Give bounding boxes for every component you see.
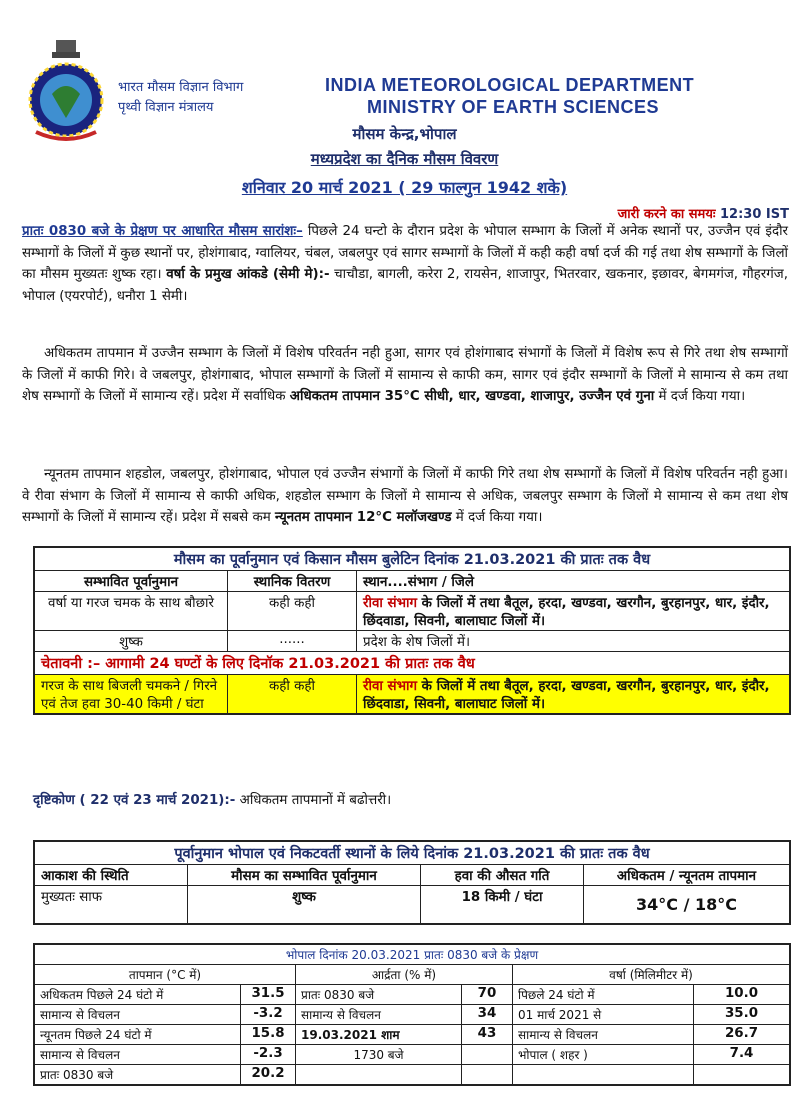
bhopal-sky-value: मुख्यतः साफ — [34, 886, 188, 924]
outlook-text: अधिकतम तापमानों में बढोत्तरी। — [235, 793, 392, 808]
obs-hum-value: 43 — [462, 1025, 513, 1045]
bhopal-wind-value: 18 किमी / घंटा — [421, 886, 584, 924]
forecast-table-title: मौसम का पूर्वानुमान एवं किसान मौसम बुलेटिन दिनांक 21.03.2021 की प्रातः तक वैध — [34, 547, 790, 571]
warning-phenomenon: गरज के साथ बिजली चमकने / गिरने एवं तेज हवा 30-40 किमी / घंटा — [34, 675, 228, 715]
bhopal-col-forecast: मौसम का सम्भावित पूर्वानुमान — [188, 865, 421, 886]
obs-hum-value — [462, 1065, 513, 1086]
obs-rain-value: 10.0 — [694, 985, 791, 1005]
min-temp-paragraph — [22, 464, 788, 529]
row2-forecast: शुष्क — [34, 631, 228, 652]
eng-dept-line2: MINISTRY OF EARTH SCIENCES — [367, 97, 660, 117]
row1-distribution: कही कही — [228, 592, 357, 631]
warning-location — [357, 675, 791, 715]
obs-header-rain: वर्षा (मिलिमीटर में) — [513, 965, 791, 985]
bhopal-forecast-title: पूर्वानुमान भोपाल एवं निकटवर्ती स्थानों के लिये दिनांक 21.03.2021 की प्रातः तक वैध — [34, 841, 790, 865]
obs-hum-label — [296, 1065, 462, 1086]
max-temp-text: अधिकतम तापमान में उज्जैन सम्भाग के जिलों में विशेष परिवर्तन नही हुआ, सागर एवं होशंगाबाद संभागों के जिलों में विशेष रूप से गिरे तथा शेष सम्भागों के जिलों में काफी गिरे। वे जबलपुर, होशंगाबाद, भोपाल सम्भागों के जिलों में सामान्य से काफी कम, सागर एवं इंदौर सम्भागों के जिलों मे सामान्य से कम तथा शेष सम्भागों के जिलों में सामान्य रहें। प्रदेश में सर्वाधिक — [22, 346, 788, 404]
obs-rain-value — [694, 1065, 791, 1086]
outlook — [33, 790, 391, 808]
row1-districts: के जिलों में तथा बैतूल, हरदा, खण्डवा, खरगौन, बुरहानपुर, धार, इंदौर, छिंदवाडा, सिवनी, बालाघाट जिलों में। — [363, 596, 770, 629]
bhopal-col-temp: अधिकतम / न्यूनतम तापमान — [584, 865, 791, 886]
obs-hum-label: प्रातः 0830 बजे — [296, 985, 462, 1005]
hindi-dept-line2: पृथ्वी विज्ञान मंत्रालय — [118, 100, 214, 115]
summary-heading: प्रातः 0830 बजे के प्रेक्षण पर आधारित मौसम सारांशः– — [22, 224, 303, 239]
obs-temp-value: -3.2 — [241, 1005, 296, 1025]
obs-rain-value: 26.7 — [694, 1025, 791, 1045]
obs-rain-label: 01 मार्च 2021 से — [513, 1005, 694, 1025]
issue-time-value: 12:30 IST — [720, 207, 789, 222]
issue-time — [618, 204, 789, 222]
summary-text: पिछले 24 घन्टो के दौरान प्रदेश के भोपाल सम्भाग के जिलों में अनेक स्थानों पर, उज्जैन एवं इंदौर सम्भागों के जिलों में कुछ स्थानों पर, होशंगाबाद, ग्वालियर, चंबल, जबलपुर एवं सागर सम्भागों के जिलों में कही कही वर्षा दर्ज की गई तथा शेष सम्भागों के जिलों का मौसम मुख्यतः शुष्क रहा। — [22, 224, 789, 282]
report-title: मध्यप्रदेश का दैनिक मौसम विवरण — [310, 150, 499, 168]
bhopal-forecast-table — [33, 840, 791, 925]
obs-hum-value: 34 — [462, 1005, 513, 1025]
col-header-location: स्थान....संभाग / जिले — [357, 571, 791, 592]
table-row — [34, 985, 790, 1005]
obs-rain-label: पिछले 24 घंटो में — [513, 985, 694, 1005]
hindi-dept-line1: भारत मौसम विज्ञान विभाग — [118, 80, 244, 95]
bhopal-col-wind: हवा की औसत गति — [421, 865, 584, 886]
observation-table — [33, 943, 791, 1086]
obs-header-temp: तापमान (°C में) — [34, 965, 296, 985]
rain-text: चाचौडा, बागली, करेरा 2, रायसेन, शाजापुर, भितरवार, खकनार, इछावर, बेगमगंज, गौहरगंज, भोपाल (एयरपोर्ट), धनौरा 1 सेमी। — [22, 267, 788, 304]
row1-region: रीवा संभाग — [363, 596, 417, 611]
bhopal-temp-value: 34°C / 18°C — [584, 886, 791, 924]
warning-districts: के जिलों में तथा बैतूल, हरदा, खण्डवा, खरगौन, बुरहानपुर, धार, इंदौर, छिंदवाडा, सिवनी, बालाघाट जिलों में। — [363, 679, 770, 712]
forecast-table — [33, 546, 791, 715]
obs-hum-label: 1730 बजे — [296, 1045, 462, 1065]
table-row — [34, 1045, 790, 1065]
obs-rain-label: भोपाल ( शहर ) — [513, 1045, 694, 1065]
col-header-forecast: सम्भावित पूर्वानुमान — [34, 571, 228, 592]
obs-rain-label: सामान्य से विचलन — [513, 1025, 694, 1045]
max-temp-tail: में दर्ज किया गया। — [654, 389, 746, 404]
obs-hum-label: 19.03.2021 शाम — [296, 1025, 462, 1045]
obs-temp-value: -2.3 — [241, 1045, 296, 1065]
obs-header-humidity: आर्द्रता (% में) — [296, 965, 513, 985]
obs-temp-label: सामान्य से विचलन — [34, 1045, 241, 1065]
issue-label: जारी करने का समयः — [617, 207, 716, 222]
eng-dept-line1: INDIA METEOROLOGICAL DEPARTMENT — [325, 75, 695, 95]
min-temp-tail: में दर्ज किया गया। — [451, 510, 543, 525]
english-department-name — [325, 74, 694, 118]
obs-temp-value: 31.5 — [241, 985, 296, 1005]
warning-region: रीवा संभाग — [363, 679, 417, 694]
obs-temp-value: 15.8 — [241, 1025, 296, 1045]
hindi-department-name — [118, 78, 243, 118]
obs-hum-value: 70 — [462, 985, 513, 1005]
rain-heading: वर्षा के प्रमुख आंकडे (सेमी मे):- — [166, 267, 330, 282]
obs-hum-value — [462, 1045, 513, 1065]
obs-rain-value: 35.0 — [694, 1005, 791, 1025]
row2-distribution: ...... — [228, 631, 357, 652]
weather-summary — [22, 221, 788, 307]
obs-rain-label — [513, 1065, 694, 1086]
obs-temp-label: अधिकतम पिछले 24 घंटो में — [34, 985, 241, 1005]
obs-temp-label: सामान्य से विचलन — [34, 1005, 241, 1025]
max-temp-highlight: अधिकतम तापमान 35°C सीधी, धार, खण्डवा, शाजापुर, उज्जैन एवं गुना — [289, 389, 655, 404]
warning-title: चेतावनी :– आगामी 24 घण्टों के लिए दिनॉक 21.03.2021 की प्रातः तक वैध — [34, 652, 790, 675]
col-header-distribution: स्थानिक वितरण — [228, 571, 357, 592]
outlook-label: दृष्टिकोण ( 22 एवं 23 मार्च 2021):- — [33, 793, 236, 808]
obs-temp-label: प्रातः 0830 बजे — [34, 1065, 241, 1086]
obs-temp-value: 20.2 — [241, 1065, 296, 1086]
row1-forecast: वर्षा या गरज चमक के साथ बौछारे — [34, 592, 228, 631]
centre-name: मौसम केन्द्र,भोपाल — [352, 125, 457, 143]
min-temp-text: न्यूनतम तापमान शहडोल, जबलपुर, होशंगाबाद, भोपाल एवं उज्जैन संभागों के जिलों में काफी गिरे तथा शेष सम्भागों के जिलों में विशेष परिवर्तन नही हुआ। वे रीवा संभाग के जिलों में सामान्य से काफी अधिक, शहडोल सम्भाग के जिलों मे सामान्य से अधिक, जबलपुर सम्भाग के जिलों मे सामान्य से कम तथा शेष सम्भागों के जिलों में सामान्य रहें। प्रदेश में सबसे कम — [22, 467, 788, 525]
obs-temp-label: न्यूनतम पिछले 24 घंटो में — [34, 1025, 241, 1045]
obs-hum-label: सामान्य से विचलन — [296, 1005, 462, 1025]
max-temp-paragraph — [22, 343, 788, 408]
report-date: शनिवार 20 मार्च 2021 ( 29 फाल्गुन 1942 शके) — [241, 178, 568, 197]
min-temp-highlight: न्यूनतम तापमान 12°C मलॉजखण्ड — [275, 510, 452, 525]
obs-rain-value: 7.4 — [694, 1045, 791, 1065]
warning-distribution: कही कही — [228, 675, 357, 715]
table-row — [34, 1065, 790, 1086]
table-row — [34, 1025, 790, 1045]
row1-location — [357, 592, 791, 631]
bhopal-forecast-value: शुष्क — [188, 886, 421, 924]
bhopal-col-sky: आकाश की स्थिति — [34, 865, 188, 886]
row2-location: प्रदेश के शेष जिलों में। — [357, 631, 791, 652]
observation-title: भोपाल दिनांक 20.03.2021 प्रातः 0830 बजे के प्रेक्षण — [34, 944, 790, 965]
table-row — [34, 1005, 790, 1025]
